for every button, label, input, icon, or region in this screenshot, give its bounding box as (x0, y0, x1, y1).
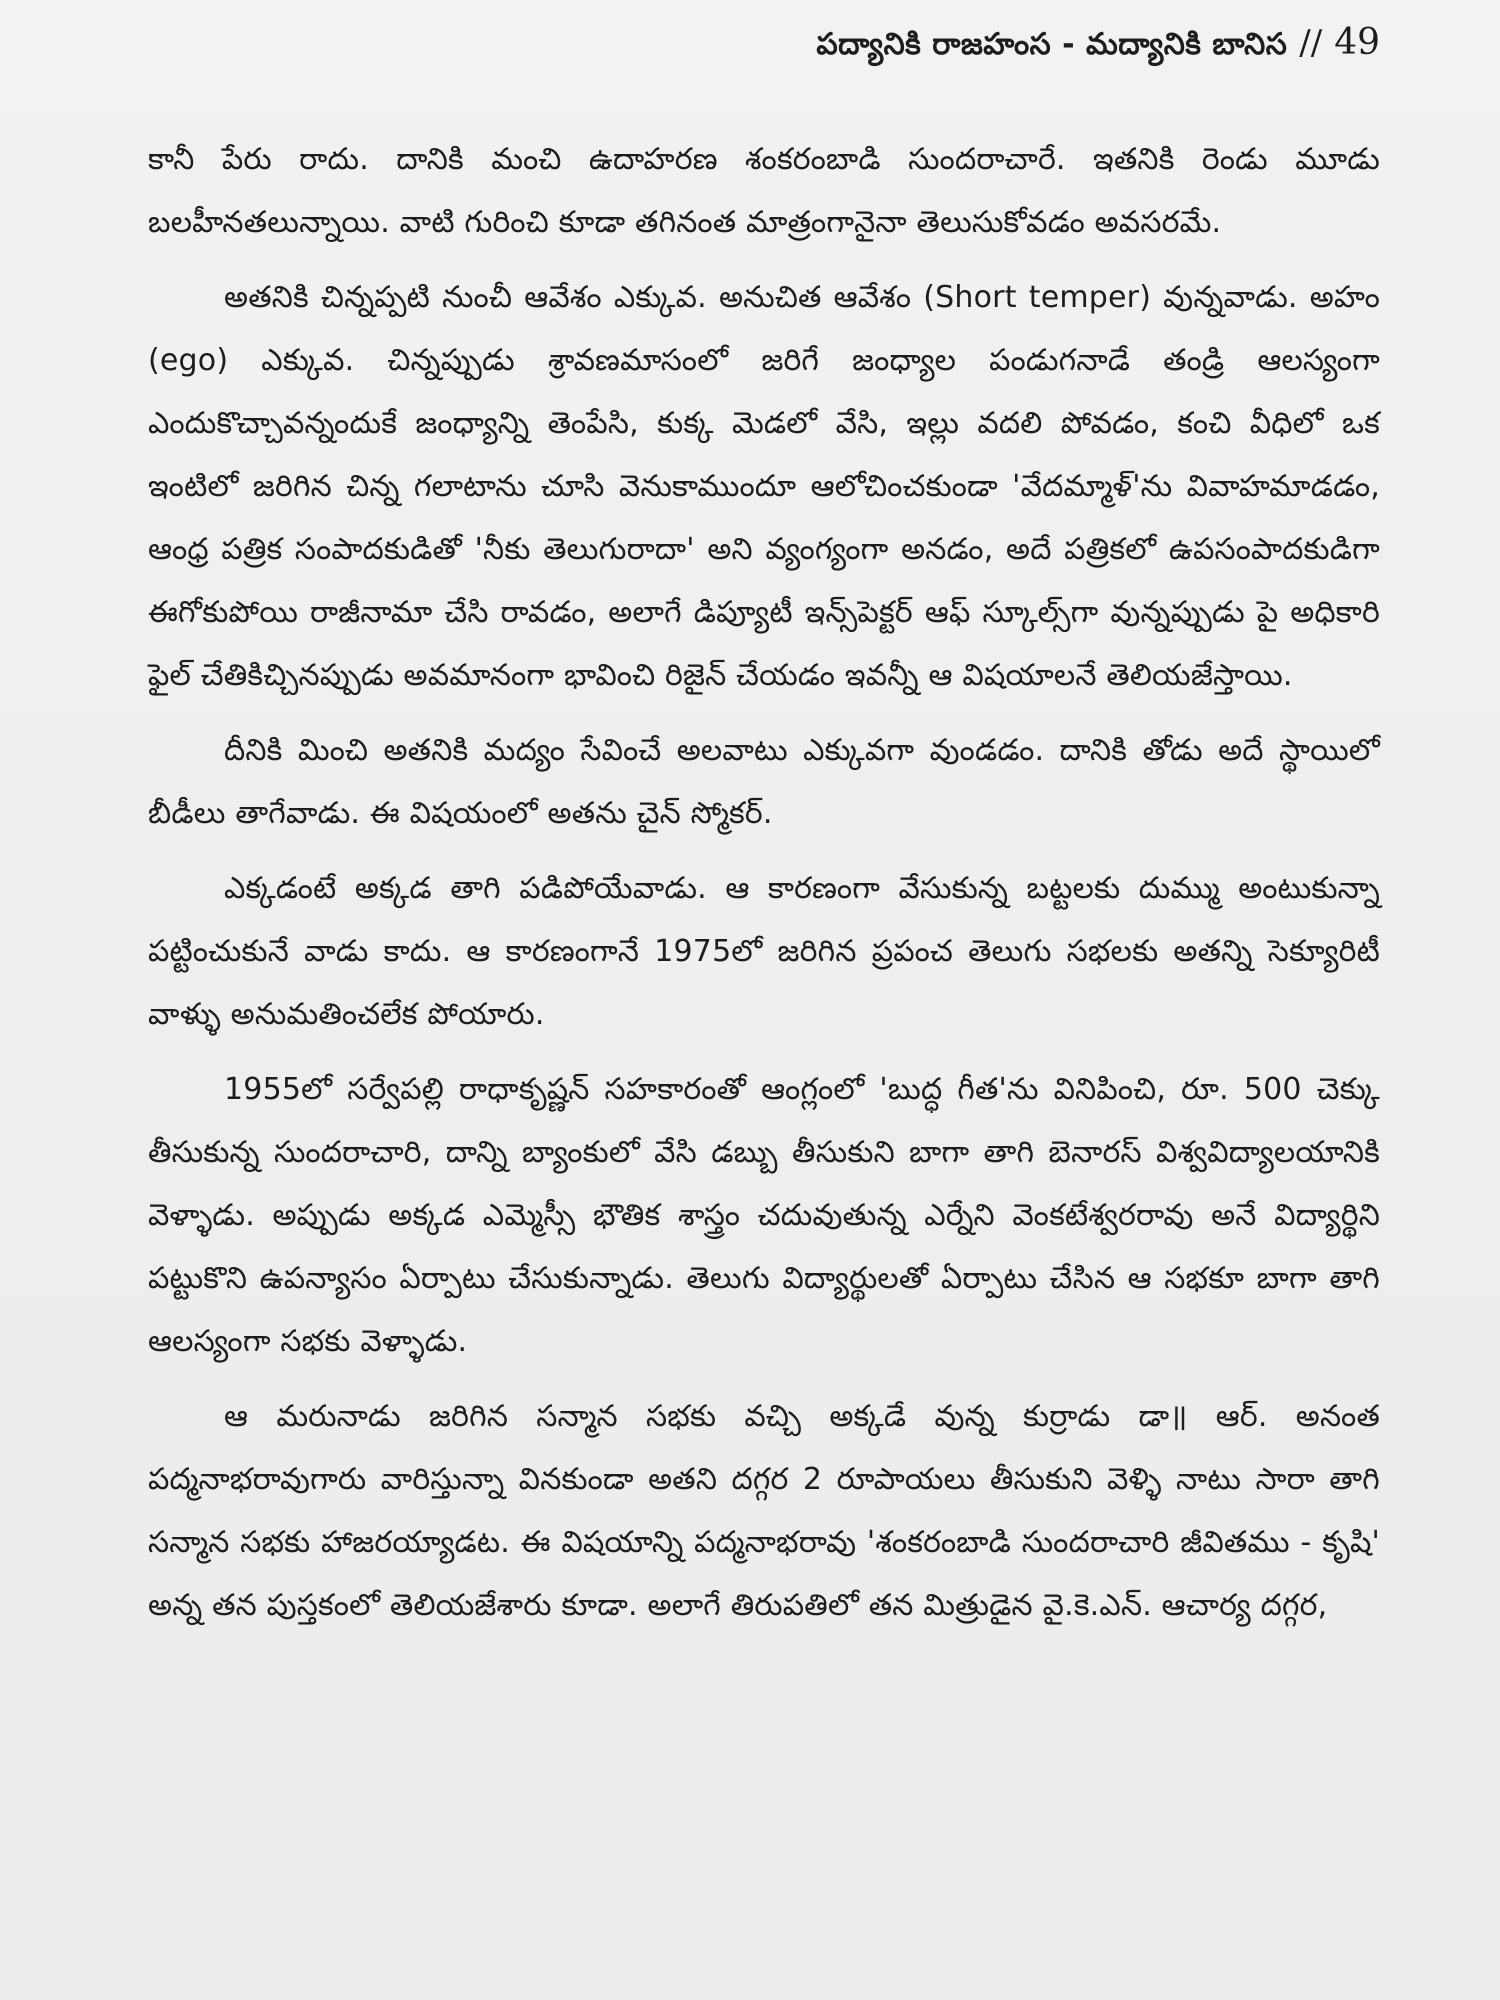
paragraph-2: అతనికి చిన్నప్పటి నుంచీ ఆవేశం ఎక్కువ. అనుచిత ఆవేశం (Short temper) వున్నవాడు. అహం (ego) ఎక్కువ. చిన్నప్పుడు శ్రావణమాసంలో జరిగే జంధ్యాల పండుగనాడే తండ్రి ఆలస్యంగా ఎందుకొచ్చావన్నందుకే జంధ్యాన్ని తెంపేసి, కుక్క మెడలో వేసి, ఇల్లు వదలి పోవడం, కంచి వీధిలో ఒక ఇంటిలో జరిగిన చిన్న గలాటాను చూసి వెనుకాముందూ ఆలోచించకుండా 'వేదమ్మాళ్'ను వివాహమాడడం, ఆంధ్ర పత్రిక సంపాదకుడితో 'నీకు తెలుగురాదా' అని వ్యంగ్యంగా అనడం, అదే పత్రికలో ఉపసంపాదకుడిగా ఈగోకుపోయి రాజీనామా చేసి రావడం, అలాగే డిప్యూటీ ఇన్స్‌పెక్టర్ ఆఫ్ స్కూల్స్‌గా వున్నప్పుడు పై అధికారి ఫైల్ చేతికిచ్చినప్పుడు అవమానంగా భావించి రిజైన్ చేయడం ఇవన్నీ ఆ విషయాలనే తెలియజేస్తాయి. (148, 280, 1380, 693)
body-text (148, 128, 1380, 1649)
paragraph-6: ఆ మరునాడు జరిగిన సన్మాన సభకు వచ్చి అక్కడే వున్న కుర్రాడు డా॥ ఆర్. అనంత పద్మనాభరావుగారు వారిస్తున్నా వినకుండా అతని దగ్గర 2 రూపాయలు తీసుకుని వెళ్ళి నాటు సారా తాగి సన్మాన సభకు హాజరయ్యాడట. ఈ విషయాన్ని పద్మనాభరావు 'శంకరంబాడి సుందరాచారి జీవితము - కృషి' అన్న తన పుస్తకంలో తెలియజేశారు కూడా. అలాగే తిరుపతిలో తన మిత్రుడైన వై.కె.ఎన్. ఆచార్య దగ్గర, (148, 1399, 1380, 1623)
chapter-title: పద్యానికి రాజహంస - మద్యానికి బానిస (816, 27, 1288, 62)
paragraph-1: కానీ పేరు రాదు. దానికి మంచి ఉదాహరణ శంకరంబాడి సుందరాచారే. ఇతనికి రెండు మూడు బలహీనతలున్నాయి. వాటి గురించి కూడా తగినంత మాత్రంగానైనా తెలుసుకోవడం అవసరమే. (148, 142, 1380, 240)
paragraph-3: దీనికి మించి అతనికి మద్యం సేవించే అలవాటు ఎక్కువగా వుండడం. దానికి తోడు అదే స్థాయిలో బీడీలు తాగేవాడు. ఈ విషయంలో అతను చైన్ స్మోకర్. (148, 733, 1380, 831)
header-separator: // (1299, 23, 1323, 63)
paragraph-4: ఎక్కడంటే అక్కడ తాగి పడిపోయేవాడు. ఆ కారణంగా వేసుకున్న బట్టలకు దుమ్ము అంటుకున్నా పట్టించుకునే వాడు కాదు. ఆ కారణంగానే 1975లో జరిగిన ప్రపంచ తెలుగు సభలకు అతన్ని సెక్యూరిటీ వాళ్ళు అనుమతించలేక పోయారు. (148, 871, 1380, 1032)
page-number: 49 (1334, 22, 1380, 63)
running-header (816, 22, 1380, 69)
paragraph-5: 1955లో సర్వేపల్లి రాధాకృష్ణన్ సహకారంతో ఆంగ్లంలో 'బుద్ధ గీత'ను వినిపించి, రూ. 500 చెక్కు తీసుకున్న సుందరాచారి, దాన్ని బ్యాంకులో వేసి డబ్బు తీసుకుని బాగా తాగి బెనారస్ విశ్వవిద్యాలయానికి వెళ్ళాడు. అప్పుడు అక్కడ ఎమ్మెస్సీ భౌతిక శాస్త్రం చదువుతున్న ఎర్నేని వెంకటేశ్వరరావు అనే విద్యార్థిని పట్టుకొని ఉపన్యాసం ఏర్పాటు చేసుకున్నాడు. తెలుగు విద్యార్థులతో ఏర్పాటు చేసిన ఆ సభకూ బాగా తాగి ఆలస్యంగా సభకు వెళ్ళాడు. (148, 1072, 1380, 1359)
